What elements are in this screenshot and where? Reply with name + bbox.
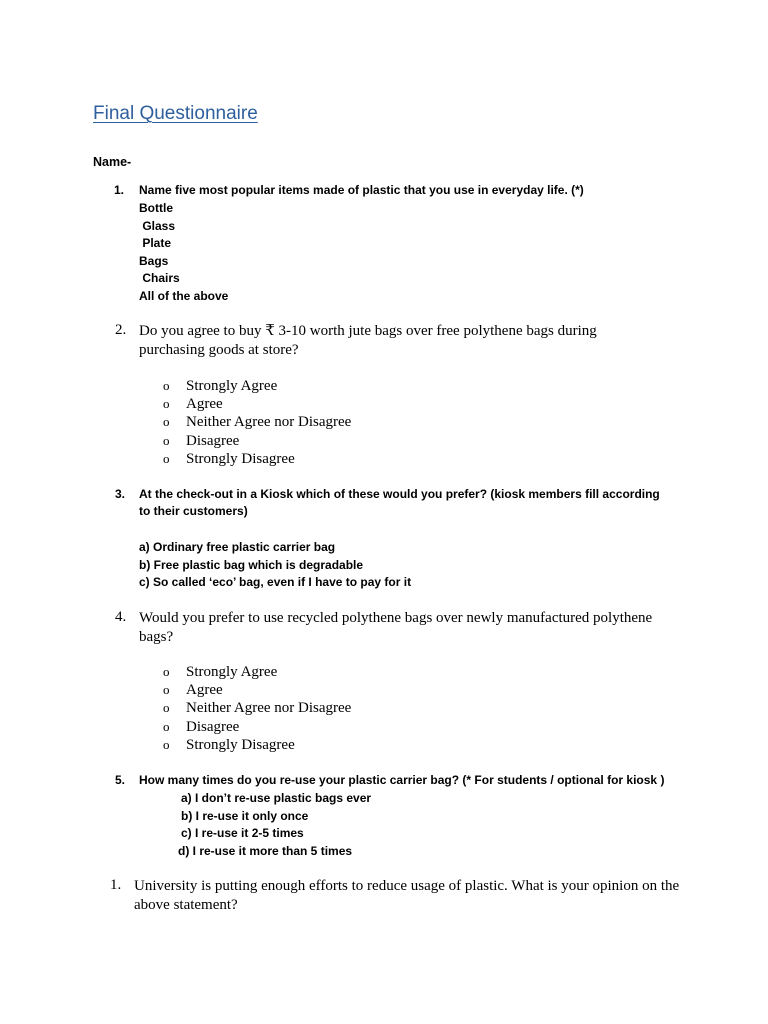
- option-item[interactable]: o Neither Agree nor Disagree: [163, 414, 352, 431]
- option-item[interactable]: a) I don’t re-use plastic bags ever: [181, 791, 372, 805]
- option-item[interactable]: d) I re-use it more than 5 times: [178, 844, 353, 858]
- question-text: Name five most popular items made of plastic that you use in everyday life. (*): [139, 183, 584, 197]
- bullet-icon: o: [163, 432, 170, 448]
- option-item[interactable]: o Strongly Disagree: [163, 736, 295, 753]
- name-field-label: Name-: [93, 155, 132, 169]
- answer-item: Bags: [139, 253, 169, 268]
- bullet-icon: o: [163, 450, 170, 466]
- question-number: 1.: [110, 877, 122, 893]
- answer-item: Glass: [139, 218, 176, 233]
- page-title: Final Questionnaire: [93, 103, 258, 124]
- bullet-icon: o: [163, 736, 170, 752]
- option-item[interactable]: a) Ordinary free plastic carrier bag: [139, 540, 336, 554]
- option-item[interactable]: o Disagree: [163, 432, 240, 449]
- bullet-icon: o: [163, 718, 170, 734]
- option-item[interactable]: b) I re-use it only once: [181, 809, 309, 823]
- answer-item: Bottle: [139, 201, 173, 215]
- question-text: Would you prefer to use recycled polythene bags over newly manufactured polythene bags?: [139, 610, 653, 645]
- bullet-icon: o: [163, 396, 170, 412]
- question-text-line-2: to their customers): [139, 504, 248, 518]
- question-text: How many times do you re-use your plastic carrier bag? (* For students / optional for kiosk ): [139, 773, 665, 787]
- option-item[interactable]: o Neither Agree nor Disagree: [163, 700, 352, 717]
- question-number: 5.: [115, 773, 126, 787]
- option-item[interactable]: o Agree: [163, 682, 223, 699]
- question-number: 2.: [115, 322, 127, 338]
- question-number: 1.: [114, 183, 125, 197]
- bullet-icon: o: [163, 378, 170, 393]
- answer-list: [139, 200, 228, 306]
- bullet-icon: o: [163, 700, 170, 716]
- answer-item: All of the above: [139, 288, 229, 303]
- option-list: [163, 377, 351, 468]
- option-item[interactable]: c) So called ‘eco’ bag, even if I have to pay for it: [139, 575, 412, 590]
- option-item[interactable]: o Disagree: [163, 718, 240, 735]
- answer-item: Plate: [139, 236, 172, 251]
- bullet-icon: o: [163, 414, 170, 430]
- option-item[interactable]: o Agree: [163, 396, 223, 413]
- option-list: [163, 663, 351, 754]
- bullet-icon: o: [163, 664, 170, 679]
- question-number: 4.: [115, 609, 127, 625]
- option-item[interactable]: b) Free plastic bag which is degradable: [139, 557, 364, 572]
- option-item[interactable]: c) I re-use it 2-5 times: [181, 826, 304, 840]
- question-text-line-1: At the check-out in a Kiosk which of these would you prefer? (kiosk members fill according: [139, 487, 660, 501]
- question-text: University is putting enough efforts to reduce usage of plastic. What is your opinion on the above statement?: [134, 878, 680, 913]
- option-item[interactable]: o Strongly Agree: [163, 378, 278, 394]
- option-item[interactable]: o Strongly Disagree: [163, 450, 295, 467]
- question-text: Do you agree to buy ₹ 3-10 worth jute bags over free polythene bags during purchasing goods at store?: [139, 323, 597, 358]
- option-list: [139, 539, 411, 592]
- question-number: 3.: [115, 487, 126, 501]
- answer-item: Chairs: [139, 271, 180, 286]
- bullet-icon: o: [163, 682, 170, 698]
- option-item[interactable]: o Strongly Agree: [163, 664, 278, 680]
